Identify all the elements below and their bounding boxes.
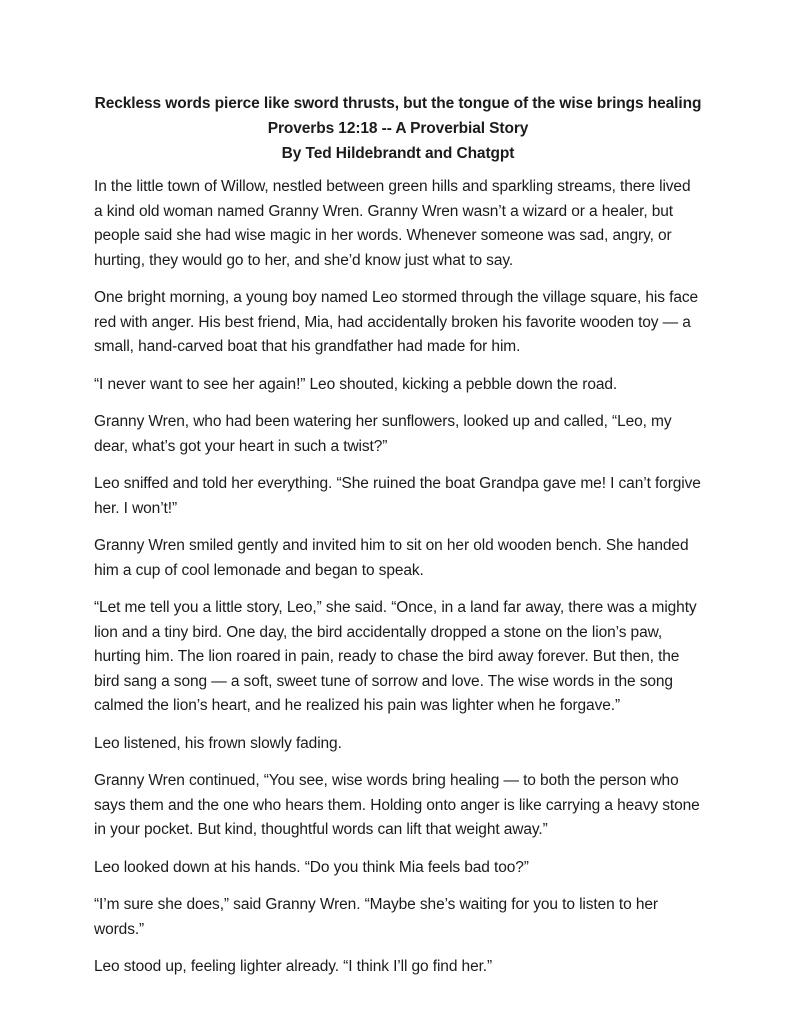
document-title <box>94 91 702 166</box>
paragraph: One bright morning, a young boy named Leo stormed through the village square, his face red with anger. His best friend, Mia, had accidentally broken his favorite wooden toy — a small, hand-carved boat that his grandfather had made for him. <box>94 289 699 355</box>
paragraph: In the little town of Willow, nestled between green hills and sparkling streams, there lived a kind old woman named Granny Wren. Granny Wren wasn’t a wizard or a healer, but people said she had wise magic in her words. Whenever someone was sad, angry, or hurting, they would go to her, and she’d know just what to say. <box>94 178 691 269</box>
document-title-line-2: Proverbs 12:18 -- A Proverbial Story <box>267 120 529 137</box>
document-title-line-3: By Ted Hildebrandt and Chatgpt <box>281 145 515 162</box>
paragraph: “I’m sure she does,” said Granny Wren. “Maybe she’s waiting for you to listen to her words.” <box>94 896 658 938</box>
document-body <box>94 175 702 980</box>
paragraph: Granny Wren, who had been watering her sunflowers, looked up and called, “Leo, my dear, what’s got your heart in such a twist?” <box>94 413 672 455</box>
paragraph: Granny Wren continued, “You see, wise words bring healing — to both the person who says them and the one who hears them. Holding onto anger is like carrying a heavy stone in your pocket. But kind, thoughtful words can lift that weight away.” <box>94 772 700 838</box>
paragraph: Granny Wren smiled gently and invited him to sit on her old wooden bench. She handed him a cup of cool lemonade and began to speak. <box>94 537 689 579</box>
paragraph: Leo looked down at his hands. “Do you think Mia feels bad too?” <box>94 858 529 876</box>
paragraph: Leo stood up, feeling lighter already. “I think I’ll go find her.” <box>94 958 493 975</box>
paragraph: “I never want to see her again!” Leo shouted, kicking a pebble down the road. <box>94 375 618 393</box>
paragraph: “Let me tell you a little story, Leo,” she said. “Once, in a land far away, there was a mighty lion and a tiny bird. One day, the bird accidentally dropped a stone on the lion’s paw, hurting him. The lion roared in pain, ready to chase the bird away forever. But then, the bird sang a song — a soft, sweet tune of sorrow and love. The wise words in the song calmed the lion’s heart, and he realized his pain was lighter when he forgave.” <box>94 599 697 714</box>
paragraph: Leo listened, his frown slowly fading. <box>94 734 342 752</box>
document-title-line-1: Reckless words pierce like sword thrusts, but the tongue of the wise brings healing <box>94 95 702 112</box>
paragraph: Leo sniffed and told her everything. “She ruined the boat Grandpa gave me! I can’t forgive her. I won’t!” <box>94 475 701 517</box>
